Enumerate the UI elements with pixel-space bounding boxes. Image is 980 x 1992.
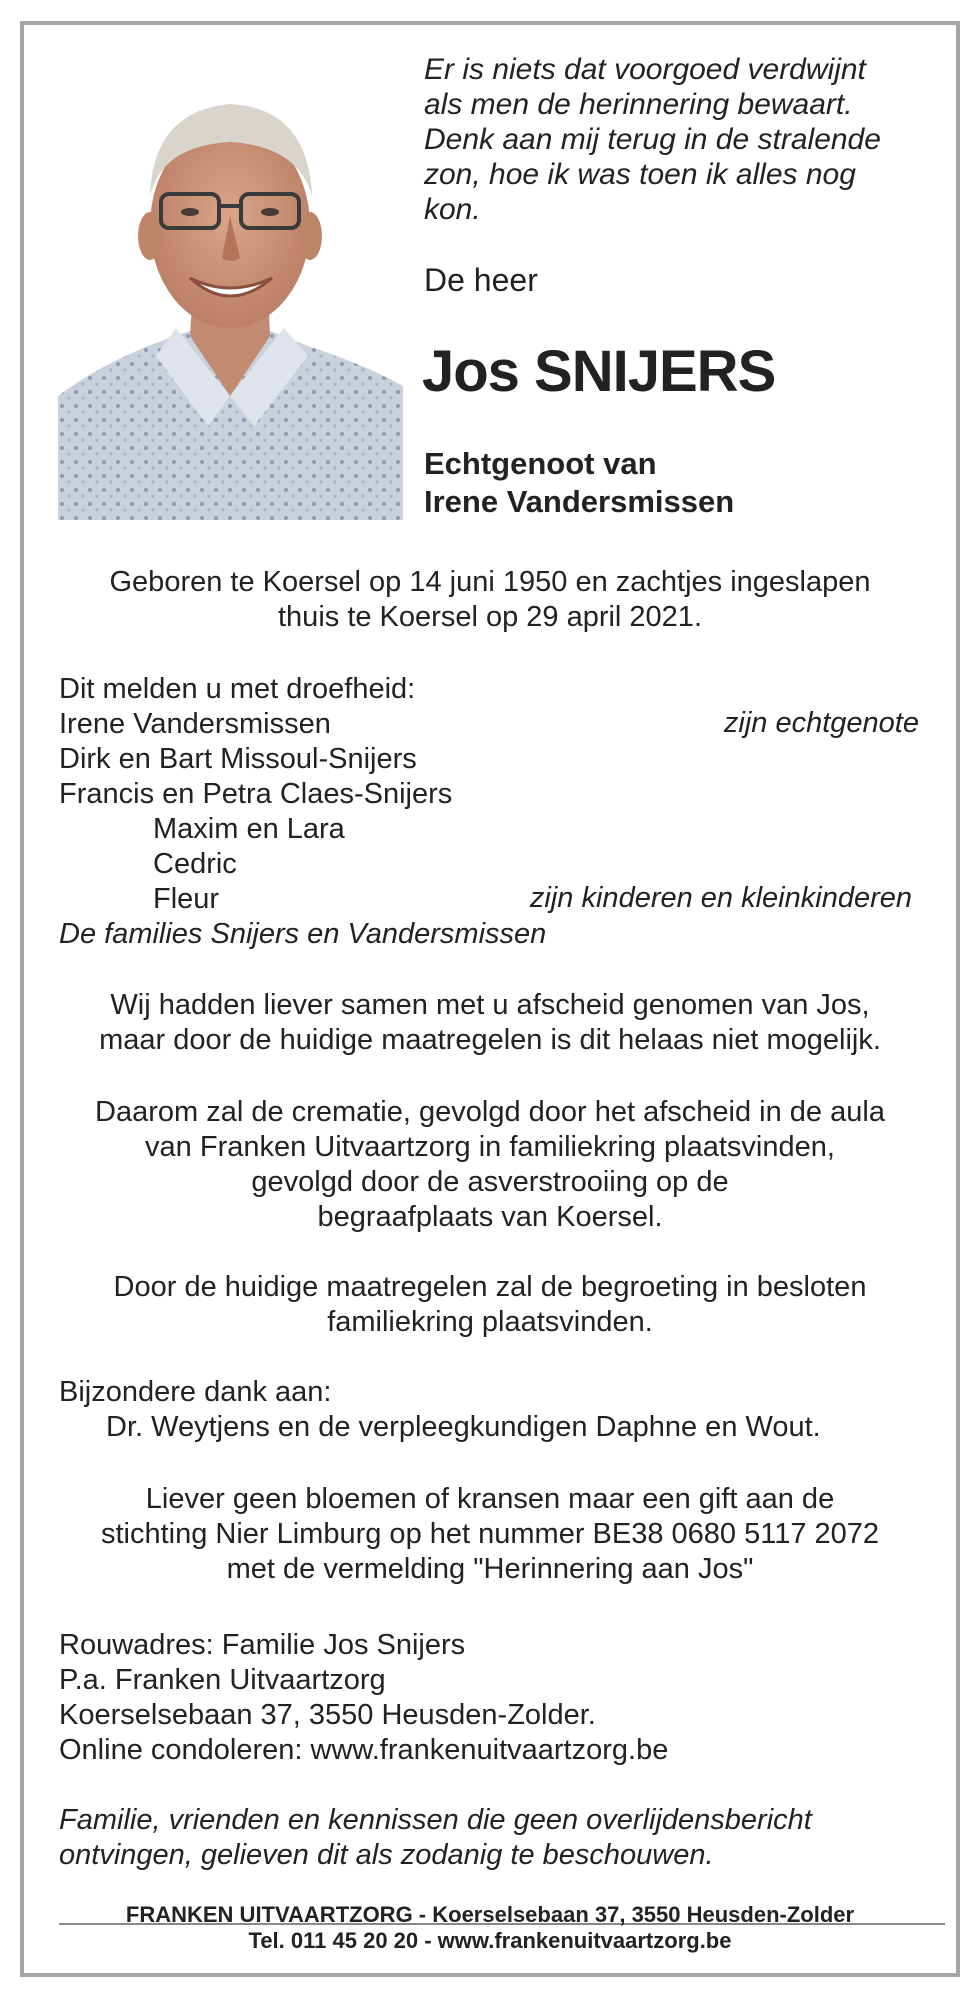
- spouse-line: Echtgenoot van Irene Vandersmissen: [424, 446, 735, 519]
- family-child-2: Francis en Petra Claes-Snijers: [59, 778, 453, 810]
- farewell-note: Wij hadden liever samen met u afscheid genomen van Jos, maar door de huidige maatregelen is dit helaas niet mogelijk.: [99, 989, 881, 1056]
- family-spouse-role: zijn echtgenote: [723, 707, 919, 739]
- family-grandchild-3: Fleur: [153, 883, 220, 915]
- salutation: De heer: [424, 262, 538, 298]
- family-spouse-name: Irene Vandersmissen: [59, 708, 331, 740]
- memorial-poem: Er is niets dat voorgoed verdwijnt als men de herinnering bewaart. Denk aan mij terug in de stralende zon, hoe ik was toen ik alles nog kon.: [424, 53, 881, 226]
- announce-intro: Dit melden u met droefheid:: [59, 673, 416, 705]
- birth-death-text: Geboren te Koersel op 14 juni 1950 en zachtjes ingeslapen thuis te Koersel op 29 april 2021.: [109, 566, 871, 633]
- footer-line-2: Tel. 011 45 20 20 - www.frankenuitvaartzorg.be: [248, 1928, 732, 1953]
- thanks-intro: Bijzondere dank aan:: [59, 1376, 332, 1408]
- family-children-role: zijn kinderen en kleinkinderen: [529, 882, 912, 914]
- address-block: Rouwadres: Familie Jos Snijers P.a. Franken Uitvaartzorg Koerselsebaan 37, 3550 Heusden-Zolder. Online condoleren: www.frankenuitvaartzorg.be: [59, 1629, 669, 1766]
- family-families: De families Snijers en Vandersmissen: [59, 918, 547, 950]
- family-grandchild-2: Cedric: [153, 848, 237, 880]
- deceased-name: Jos SNIJERS: [422, 339, 776, 404]
- greeting-note: Door de huidige maatregelen zal de begroeting in besloten familiekring plaatsvinden.: [113, 1271, 867, 1338]
- footer-line-1: FRANKEN UITVAARTZORG - Koerselsebaan 37, 3550 Heusden-Zolder: [125, 1902, 855, 1927]
- family-child-1: Dirk en Bart Missoul-Snijers: [59, 743, 417, 775]
- portrait-photo: [58, 66, 403, 520]
- family-grandchild-1: Maxim en Lara: [153, 813, 345, 845]
- cremation-note: Daarom zal de crematie, gevolgd door het afscheid in de aula van Franken Uitvaartzorg in familiekring plaatsvinden, gevolgd door de asverstrooiing op de begraafplaats van Koersel.: [95, 1096, 885, 1233]
- thanks-text: Dr. Weytjens en de verpleegkundigen Daphne en Wout.: [106, 1411, 821, 1443]
- closing-note: Familie, vrienden en kennissen die geen overlijdensbericht ontvingen, gelieven dit als zodanig te beschouwen.: [59, 1804, 812, 1871]
- donation-note: Liever geen bloemen of kransen maar een gift aan de stichting Nier Limburg op het nummer BE38 0680 5117 2072 met de vermelding "Herinnering aan Jos": [100, 1483, 880, 1585]
